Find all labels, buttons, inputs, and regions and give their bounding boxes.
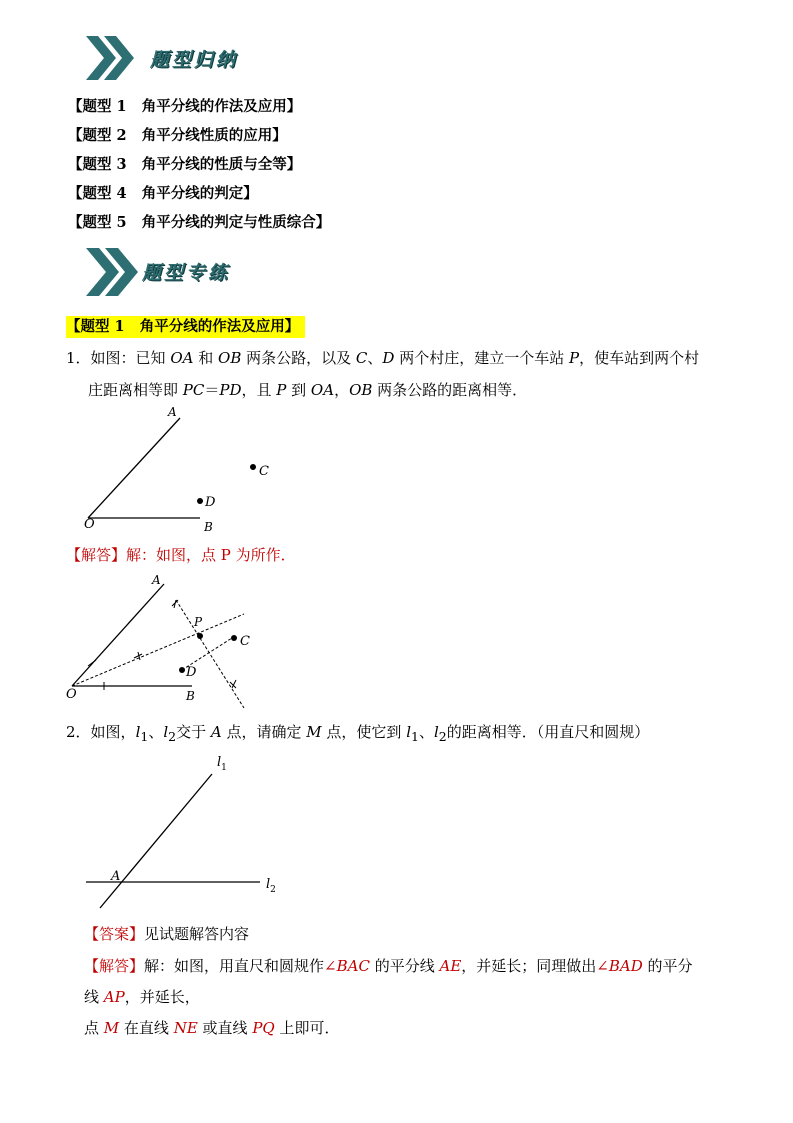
question-2: 2．如图，$l_1$、$l_2$交于 A 点，请确定 M 点，使它到 $l_1$、$l_2$的距离相等．（用直尺和圆规） [66, 723, 650, 744]
label-o: O [84, 517, 95, 532]
point-p [197, 633, 203, 639]
label-b: B [204, 520, 213, 534]
ray-oa [88, 418, 180, 518]
toc-item: 【题型 3 角平分线的性质与全等】 [68, 156, 302, 173]
toc-list [68, 92, 330, 237]
label-d: D [205, 495, 216, 510]
arc-mark [172, 600, 178, 608]
header-banner-types [84, 34, 238, 82]
label-a: A [111, 869, 121, 884]
label-a: A [152, 573, 161, 587]
question-2-solution-line-3: 点 M 在直线 NE 或直线 PQ 上即可． [84, 1019, 340, 1037]
question-1-line-2: 庄距离相等即 PC＝PD，且 P 到 OA，OB 两条公路的距离相等． [88, 381, 528, 399]
angle-bisector [72, 614, 244, 686]
figure-solution-construction [60, 570, 260, 715]
label-b: B [186, 689, 195, 703]
question-2-answer: 【答案】见试题解答内容 [84, 925, 250, 943]
figure-intersecting-lines [80, 748, 290, 918]
question-1-solution: 【解答】解：如图，点 P 为所作． [66, 546, 296, 564]
label-a: A [168, 405, 177, 419]
section-title-highlight: 【题型 1 角平分线的作法及应用】 [66, 316, 305, 338]
label-d: D [186, 665, 197, 680]
toc-item: 【题型 4 角平分线的判定】 [68, 185, 258, 202]
question-2-solution-line-2: 线 AP，并延长， [84, 988, 200, 1006]
double-chevron-icon [84, 246, 140, 298]
question-2-solution-line-1: 【解答】解：如图，用直尺和圆规作∠BAC 的平分线 AE，并延长；同理做出∠BAD 的平分 [84, 957, 693, 975]
point-c [250, 464, 256, 470]
label-l2: $l_2$ [266, 877, 276, 895]
toc-item: 【题型 5 角平分线的判定与性质综合】 [68, 214, 331, 231]
label-p: P [194, 615, 203, 629]
question-1-line-1: 1．如图：已知 OA 和 OB 两条公路，以及 C、D 两个村庄，建立一个车站 P，使车站到两个村 [66, 349, 700, 367]
ray-oa [72, 584, 164, 686]
toc-item: 【题型 1 角平分线的作法及应用】 [68, 98, 302, 115]
point-c [231, 635, 237, 641]
toc-item: 【题型 2 角平分线性质的应用】 [68, 127, 287, 144]
label-l1: $l_1$ [217, 755, 227, 773]
line-l1 [100, 774, 212, 908]
point-d [179, 667, 185, 673]
arc-mark [88, 660, 96, 666]
figure-angle-villages [80, 400, 300, 540]
section-heading: 题型归纳 [150, 48, 239, 71]
label-o: O [66, 687, 77, 702]
header-banner-practice [84, 246, 230, 298]
double-chevron-icon [84, 34, 136, 82]
label-c: C [259, 464, 269, 479]
section-heading: 题型专练 [142, 261, 231, 284]
point-d [197, 498, 203, 504]
label-c: C [240, 634, 250, 649]
